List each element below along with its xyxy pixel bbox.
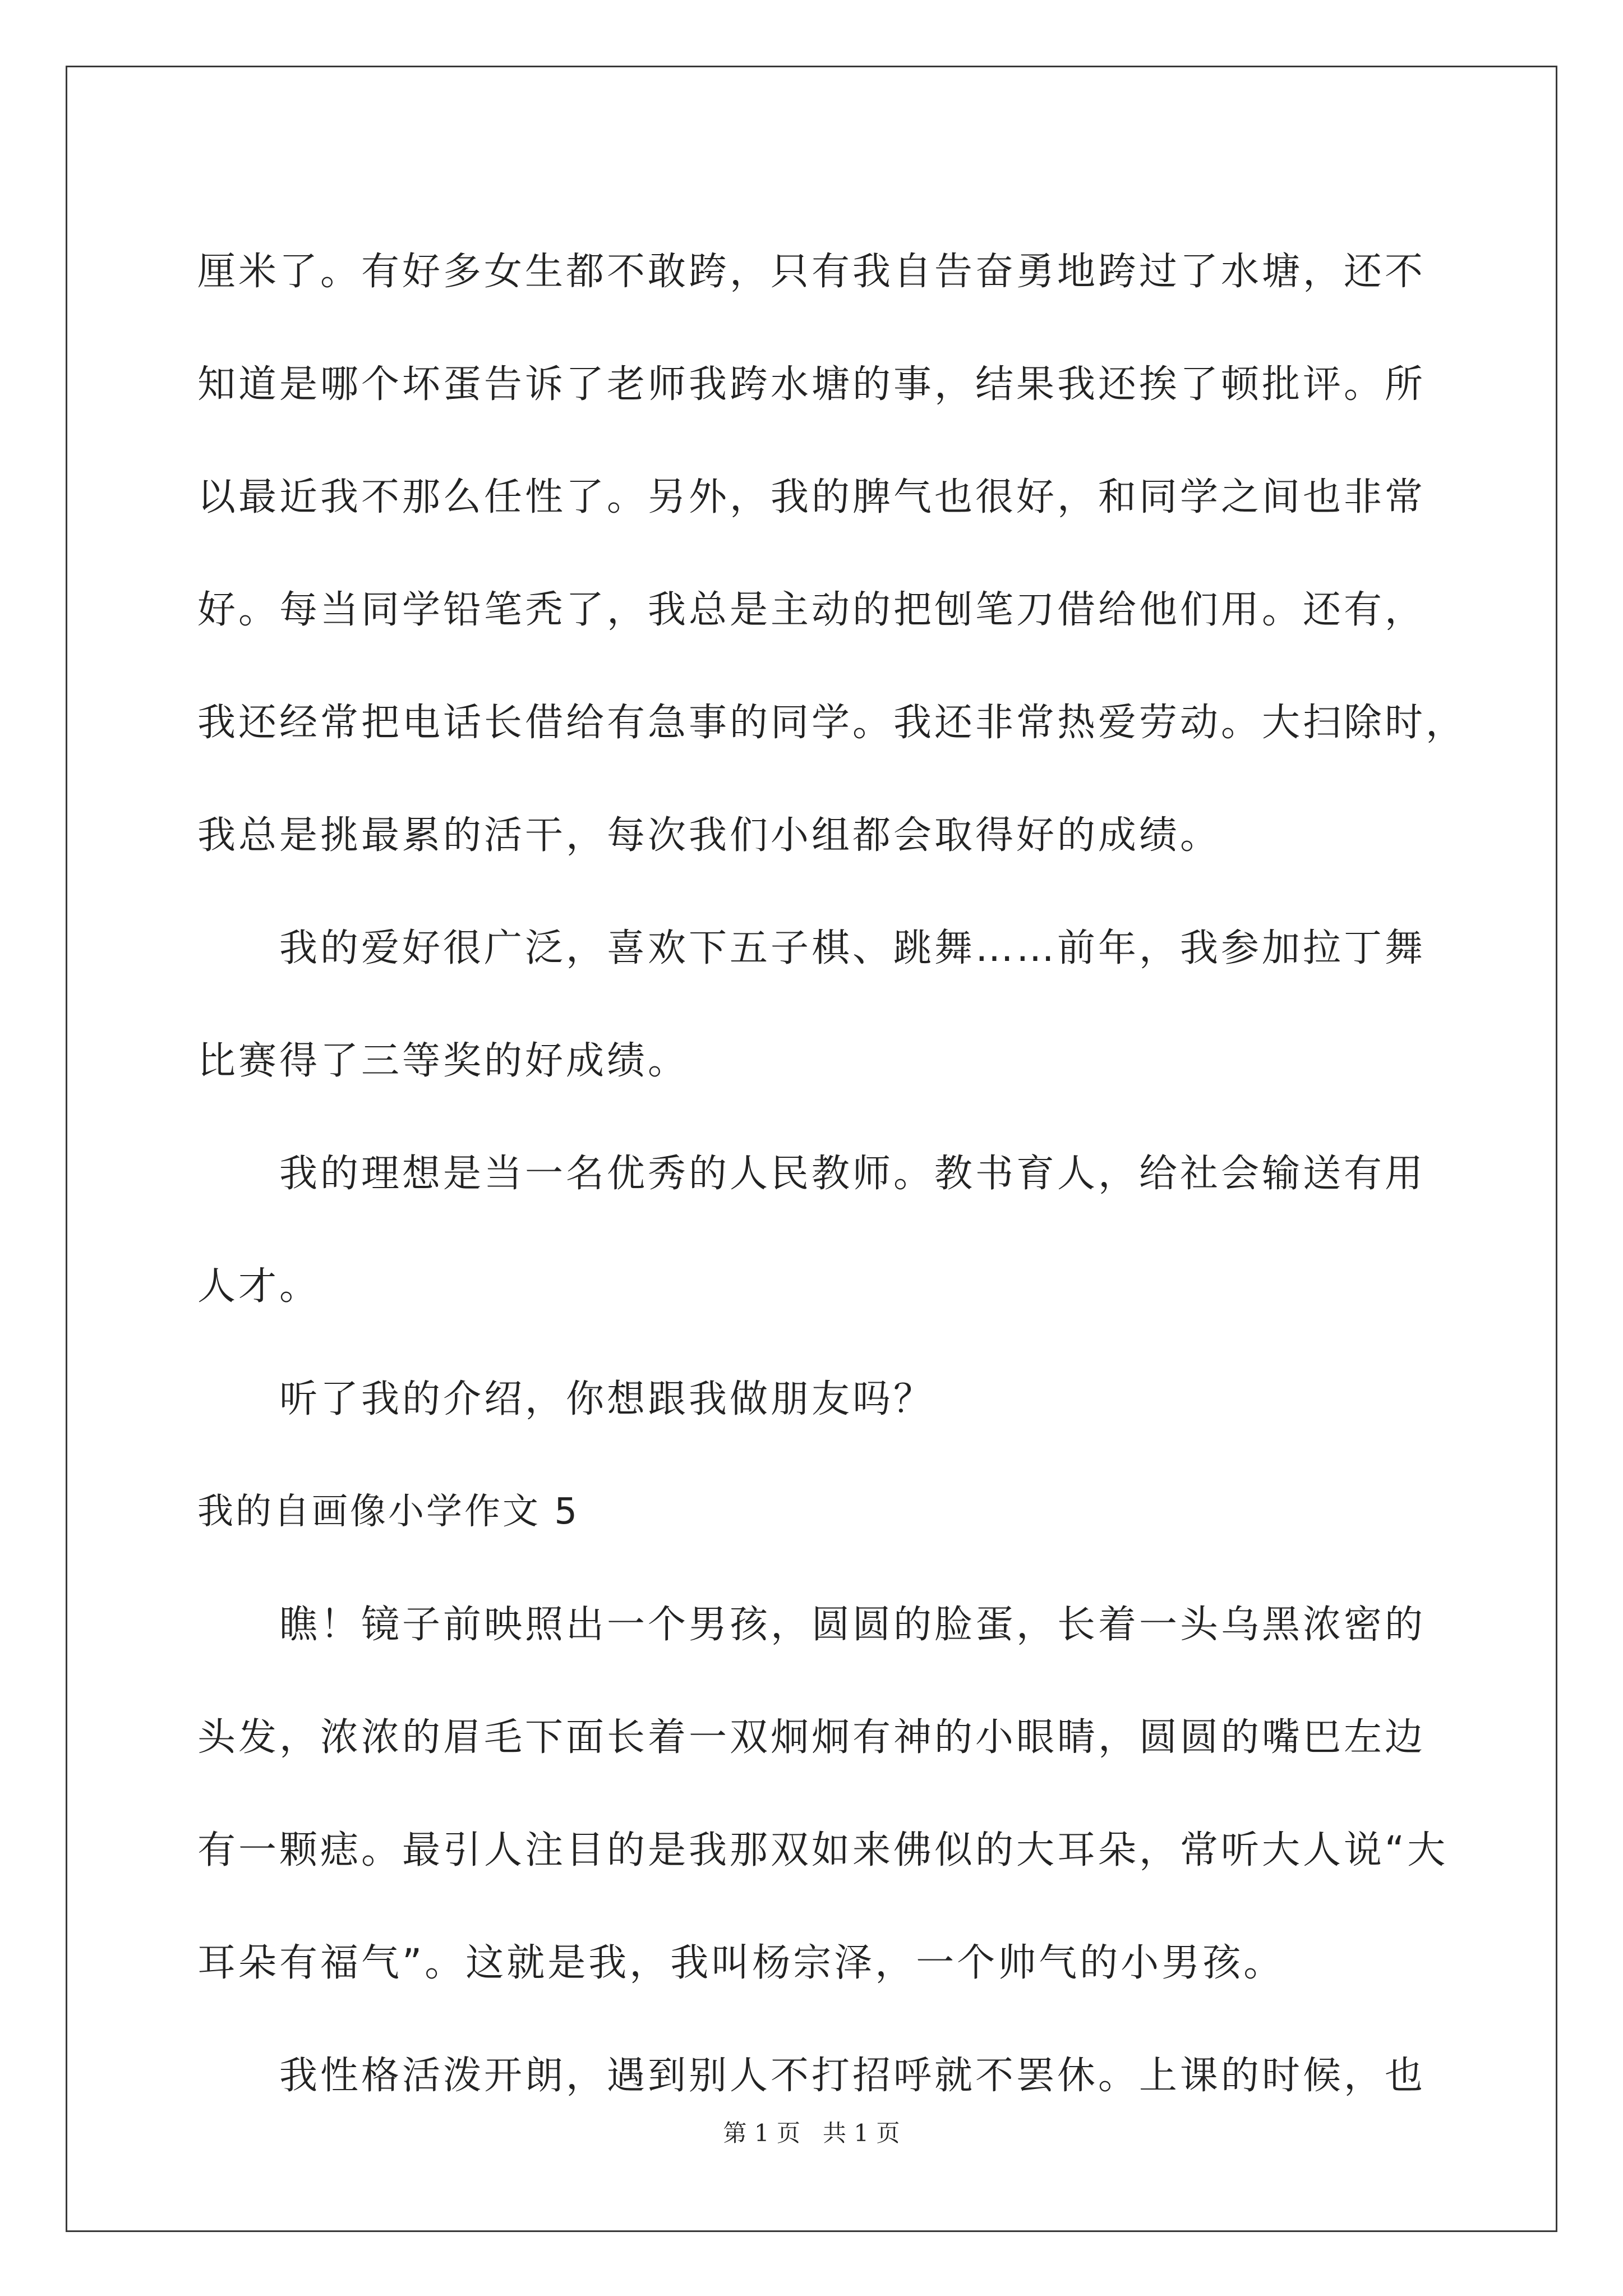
document-body (197, 215, 1467, 2132)
text-line-2: 知道是哪个坏蛋告诉了老师我跨水塘的事，结果我还挨了顿批评。所 (197, 362, 1426, 407)
text-line-7: 我的爱好很广泛，喜欢下五子棋、跳舞……前年，我参加拉丁舞 (279, 926, 1426, 970)
text-line-8: 比赛得了三等奖的好成绩。 (197, 1039, 689, 1083)
text-line-9: 我的理想是当一名优秀的人民教师。教书育人，给社会输送有用 (279, 1152, 1426, 1196)
text-line-6: 我总是挑最累的活干，每次我们小组都会取得好的成绩。 (197, 813, 1221, 858)
text-line-4: 好。每当同学铅笔秃了，我总是主动的把刨笔刀借给他们用。还有， (197, 588, 1426, 632)
section-heading: 我的自画像小学作文 5 (197, 1491, 580, 1533)
text-line-3: 以最近我不那么任性了。另外，我的脾气也很好，和同学之间也非常 (197, 475, 1426, 519)
text-line-16: 耳朵有福气”。这就是我，我叫杨宗泽，一个帅气的小男孩。 (197, 1941, 1285, 1985)
text-line-1: 厘米了。有好多女生都不敢跨，只有我自告奋勇地跨过了水塘，还不 (197, 250, 1426, 294)
text-line-13: 瞧！镜子前映照出一个男孩，圆圆的脸蛋，长着一头乌黑浓密的 (279, 1603, 1426, 1647)
text-line-5: 我还经常把电话长借给有急事的同学。我还非常热爱劳动。大扫除时， (197, 701, 1467, 745)
page-number-footer: 第 1 页 共 1 页 (723, 2119, 900, 2147)
text-line-14: 头发，浓浓的眉毛下面长着一双炯炯有神的小眼睛，圆圆的嘴巴左边 (197, 1715, 1426, 1760)
text-line-17: 我性格活泼开朗，遇到别人不打招呼就不罢休。上课的时候，也 (279, 2054, 1426, 2098)
text-line-11: 听了我的介绍，你想跟我做朋友吗？ (279, 1377, 935, 1421)
text-line-10: 人才。 (197, 1264, 321, 1309)
text-line-15: 有一颗痣。最引人注目的是我那双如来佛似的大耳朵，常听大人说“大 (197, 1828, 1449, 1872)
